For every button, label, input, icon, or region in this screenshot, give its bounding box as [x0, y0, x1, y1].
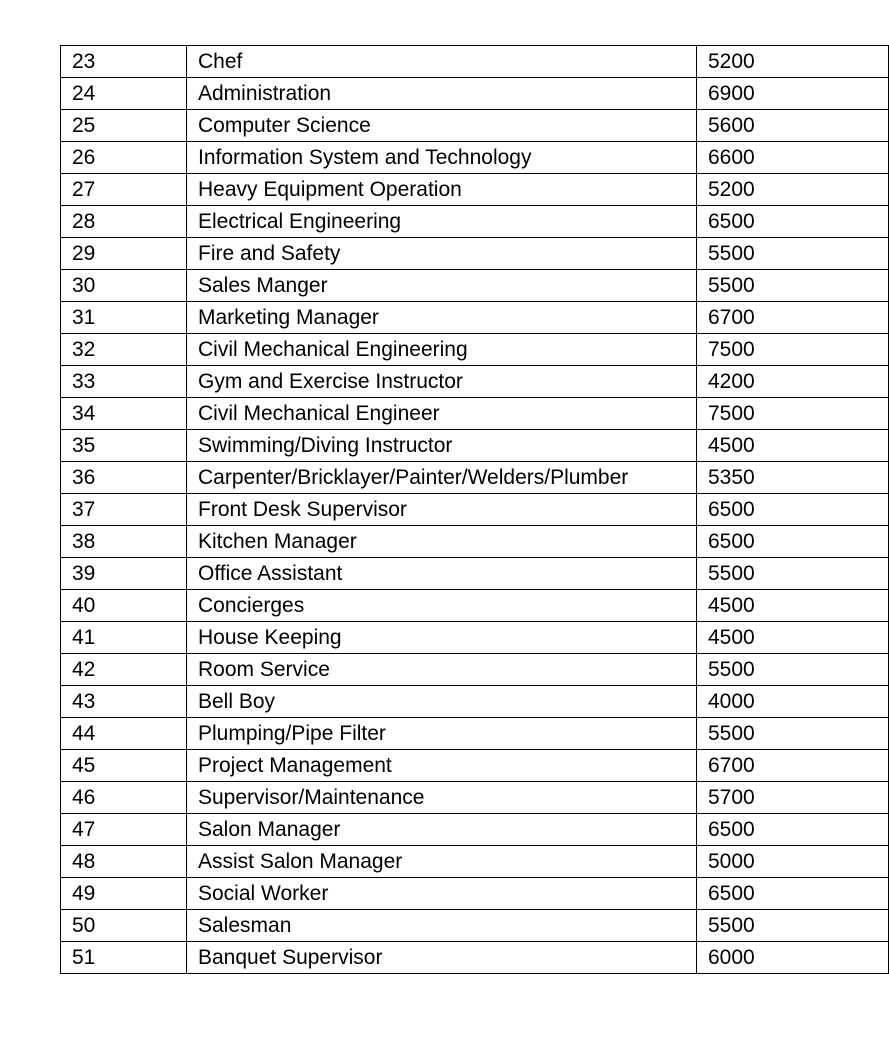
salary-cell: 5500: [697, 270, 889, 302]
salary-cell: 6500: [697, 206, 889, 238]
table-row: [61, 782, 889, 814]
row-number-cell: 24: [61, 78, 187, 110]
row-number-cell: 49: [61, 878, 187, 910]
table-row: [61, 558, 889, 590]
table-row: [61, 174, 889, 206]
salary-cell: 7500: [697, 334, 889, 366]
salary-cell: 5200: [697, 174, 889, 206]
job-title-cell: Carpenter/Bricklayer/Painter/Welders/Plumber: [187, 462, 697, 494]
job-title-cell: Marketing Manager: [187, 302, 697, 334]
table-row: [61, 910, 889, 942]
job-title-cell: Gym and Exercise Instructor: [187, 366, 697, 398]
row-number-cell: 25: [61, 110, 187, 142]
table-row: [61, 526, 889, 558]
salary-cell: 5600: [697, 110, 889, 142]
job-title-cell: Banquet Supervisor: [187, 942, 697, 974]
table-row: [61, 814, 889, 846]
row-number-cell: 40: [61, 590, 187, 622]
row-number-cell: 33: [61, 366, 187, 398]
job-title-cell: Project Management: [187, 750, 697, 782]
salary-cell: 4500: [697, 590, 889, 622]
job-title-cell: Kitchen Manager: [187, 526, 697, 558]
salary-cell: 5000: [697, 846, 889, 878]
table-row: [61, 366, 889, 398]
salary-cell: 5500: [697, 558, 889, 590]
salary-cell: 7500: [697, 398, 889, 430]
row-number-cell: 45: [61, 750, 187, 782]
salary-cell: 6000: [697, 942, 889, 974]
row-number-cell: 51: [61, 942, 187, 974]
table-row: [61, 78, 889, 110]
salary-cell: 4200: [697, 366, 889, 398]
table-row: [61, 302, 889, 334]
job-title-cell: Concierges: [187, 590, 697, 622]
table-row: [61, 334, 889, 366]
row-number-cell: 38: [61, 526, 187, 558]
job-title-cell: Civil Mechanical Engineering: [187, 334, 697, 366]
salary-cell: 6500: [697, 494, 889, 526]
row-number-cell: 41: [61, 622, 187, 654]
salary-cell: 4000: [697, 686, 889, 718]
table-row: [61, 270, 889, 302]
table-row: [61, 110, 889, 142]
table-row: [61, 878, 889, 910]
row-number-cell: 48: [61, 846, 187, 878]
table-body: [61, 46, 889, 974]
job-title-cell: Social Worker: [187, 878, 697, 910]
table-row: [61, 686, 889, 718]
job-title-cell: Sales Manger: [187, 270, 697, 302]
salary-cell: 6700: [697, 302, 889, 334]
row-number-cell: 44: [61, 718, 187, 750]
salary-cell: 5500: [697, 910, 889, 942]
row-number-cell: 36: [61, 462, 187, 494]
job-title-cell: Electrical Engineering: [187, 206, 697, 238]
table-row: [61, 46, 889, 78]
job-title-cell: Assist Salon Manager: [187, 846, 697, 878]
table-row: [61, 398, 889, 430]
salary-cell: 4500: [697, 430, 889, 462]
salary-cell: 6600: [697, 142, 889, 174]
salary-cell: 5700: [697, 782, 889, 814]
job-salary-table: [60, 45, 889, 974]
row-number-cell: 31: [61, 302, 187, 334]
table-row: [61, 846, 889, 878]
salary-cell: 6500: [697, 526, 889, 558]
job-title-cell: Room Service: [187, 654, 697, 686]
table-row: [61, 942, 889, 974]
job-title-cell: Information System and Technology: [187, 142, 697, 174]
row-number-cell: 46: [61, 782, 187, 814]
table-row: [61, 494, 889, 526]
row-number-cell: 39: [61, 558, 187, 590]
job-title-cell: House Keeping: [187, 622, 697, 654]
job-title-cell: Civil Mechanical Engineer: [187, 398, 697, 430]
row-number-cell: 28: [61, 206, 187, 238]
salary-cell: 6500: [697, 814, 889, 846]
salary-cell: 5500: [697, 718, 889, 750]
salary-cell: 5500: [697, 238, 889, 270]
row-number-cell: 30: [61, 270, 187, 302]
salary-cell: 4500: [697, 622, 889, 654]
row-number-cell: 50: [61, 910, 187, 942]
table-row: [61, 430, 889, 462]
job-title-cell: Plumping/Pipe Filter: [187, 718, 697, 750]
salary-cell: 5350: [697, 462, 889, 494]
table-row: [61, 462, 889, 494]
row-number-cell: 34: [61, 398, 187, 430]
job-title-cell: Swimming/Diving Instructor: [187, 430, 697, 462]
table-row: [61, 654, 889, 686]
job-title-cell: Computer Science: [187, 110, 697, 142]
row-number-cell: 23: [61, 46, 187, 78]
row-number-cell: 47: [61, 814, 187, 846]
job-title-cell: Administration: [187, 78, 697, 110]
job-title-cell: Salesman: [187, 910, 697, 942]
table-row: [61, 622, 889, 654]
row-number-cell: 42: [61, 654, 187, 686]
salary-cell: 5500: [697, 654, 889, 686]
job-title-cell: Salon Manager: [187, 814, 697, 846]
job-title-cell: Front Desk Supervisor: [187, 494, 697, 526]
table-row: [61, 718, 889, 750]
salary-cell: 6500: [697, 878, 889, 910]
job-title-cell: Heavy Equipment Operation: [187, 174, 697, 206]
job-title-cell: Bell Boy: [187, 686, 697, 718]
job-title-cell: Fire and Safety: [187, 238, 697, 270]
salary-cell: 6700: [697, 750, 889, 782]
row-number-cell: 35: [61, 430, 187, 462]
salary-cell: 5200: [697, 46, 889, 78]
table-row: [61, 238, 889, 270]
row-number-cell: 26: [61, 142, 187, 174]
table-row: [61, 206, 889, 238]
row-number-cell: 32: [61, 334, 187, 366]
job-title-cell: Chef: [187, 46, 697, 78]
row-number-cell: 43: [61, 686, 187, 718]
table-row: [61, 590, 889, 622]
job-title-cell: Supervisor/Maintenance: [187, 782, 697, 814]
row-number-cell: 37: [61, 494, 187, 526]
salary-cell: 6900: [697, 78, 889, 110]
row-number-cell: 29: [61, 238, 187, 270]
row-number-cell: 27: [61, 174, 187, 206]
job-title-cell: Office Assistant: [187, 558, 697, 590]
table-row: [61, 750, 889, 782]
table-row: [61, 142, 889, 174]
